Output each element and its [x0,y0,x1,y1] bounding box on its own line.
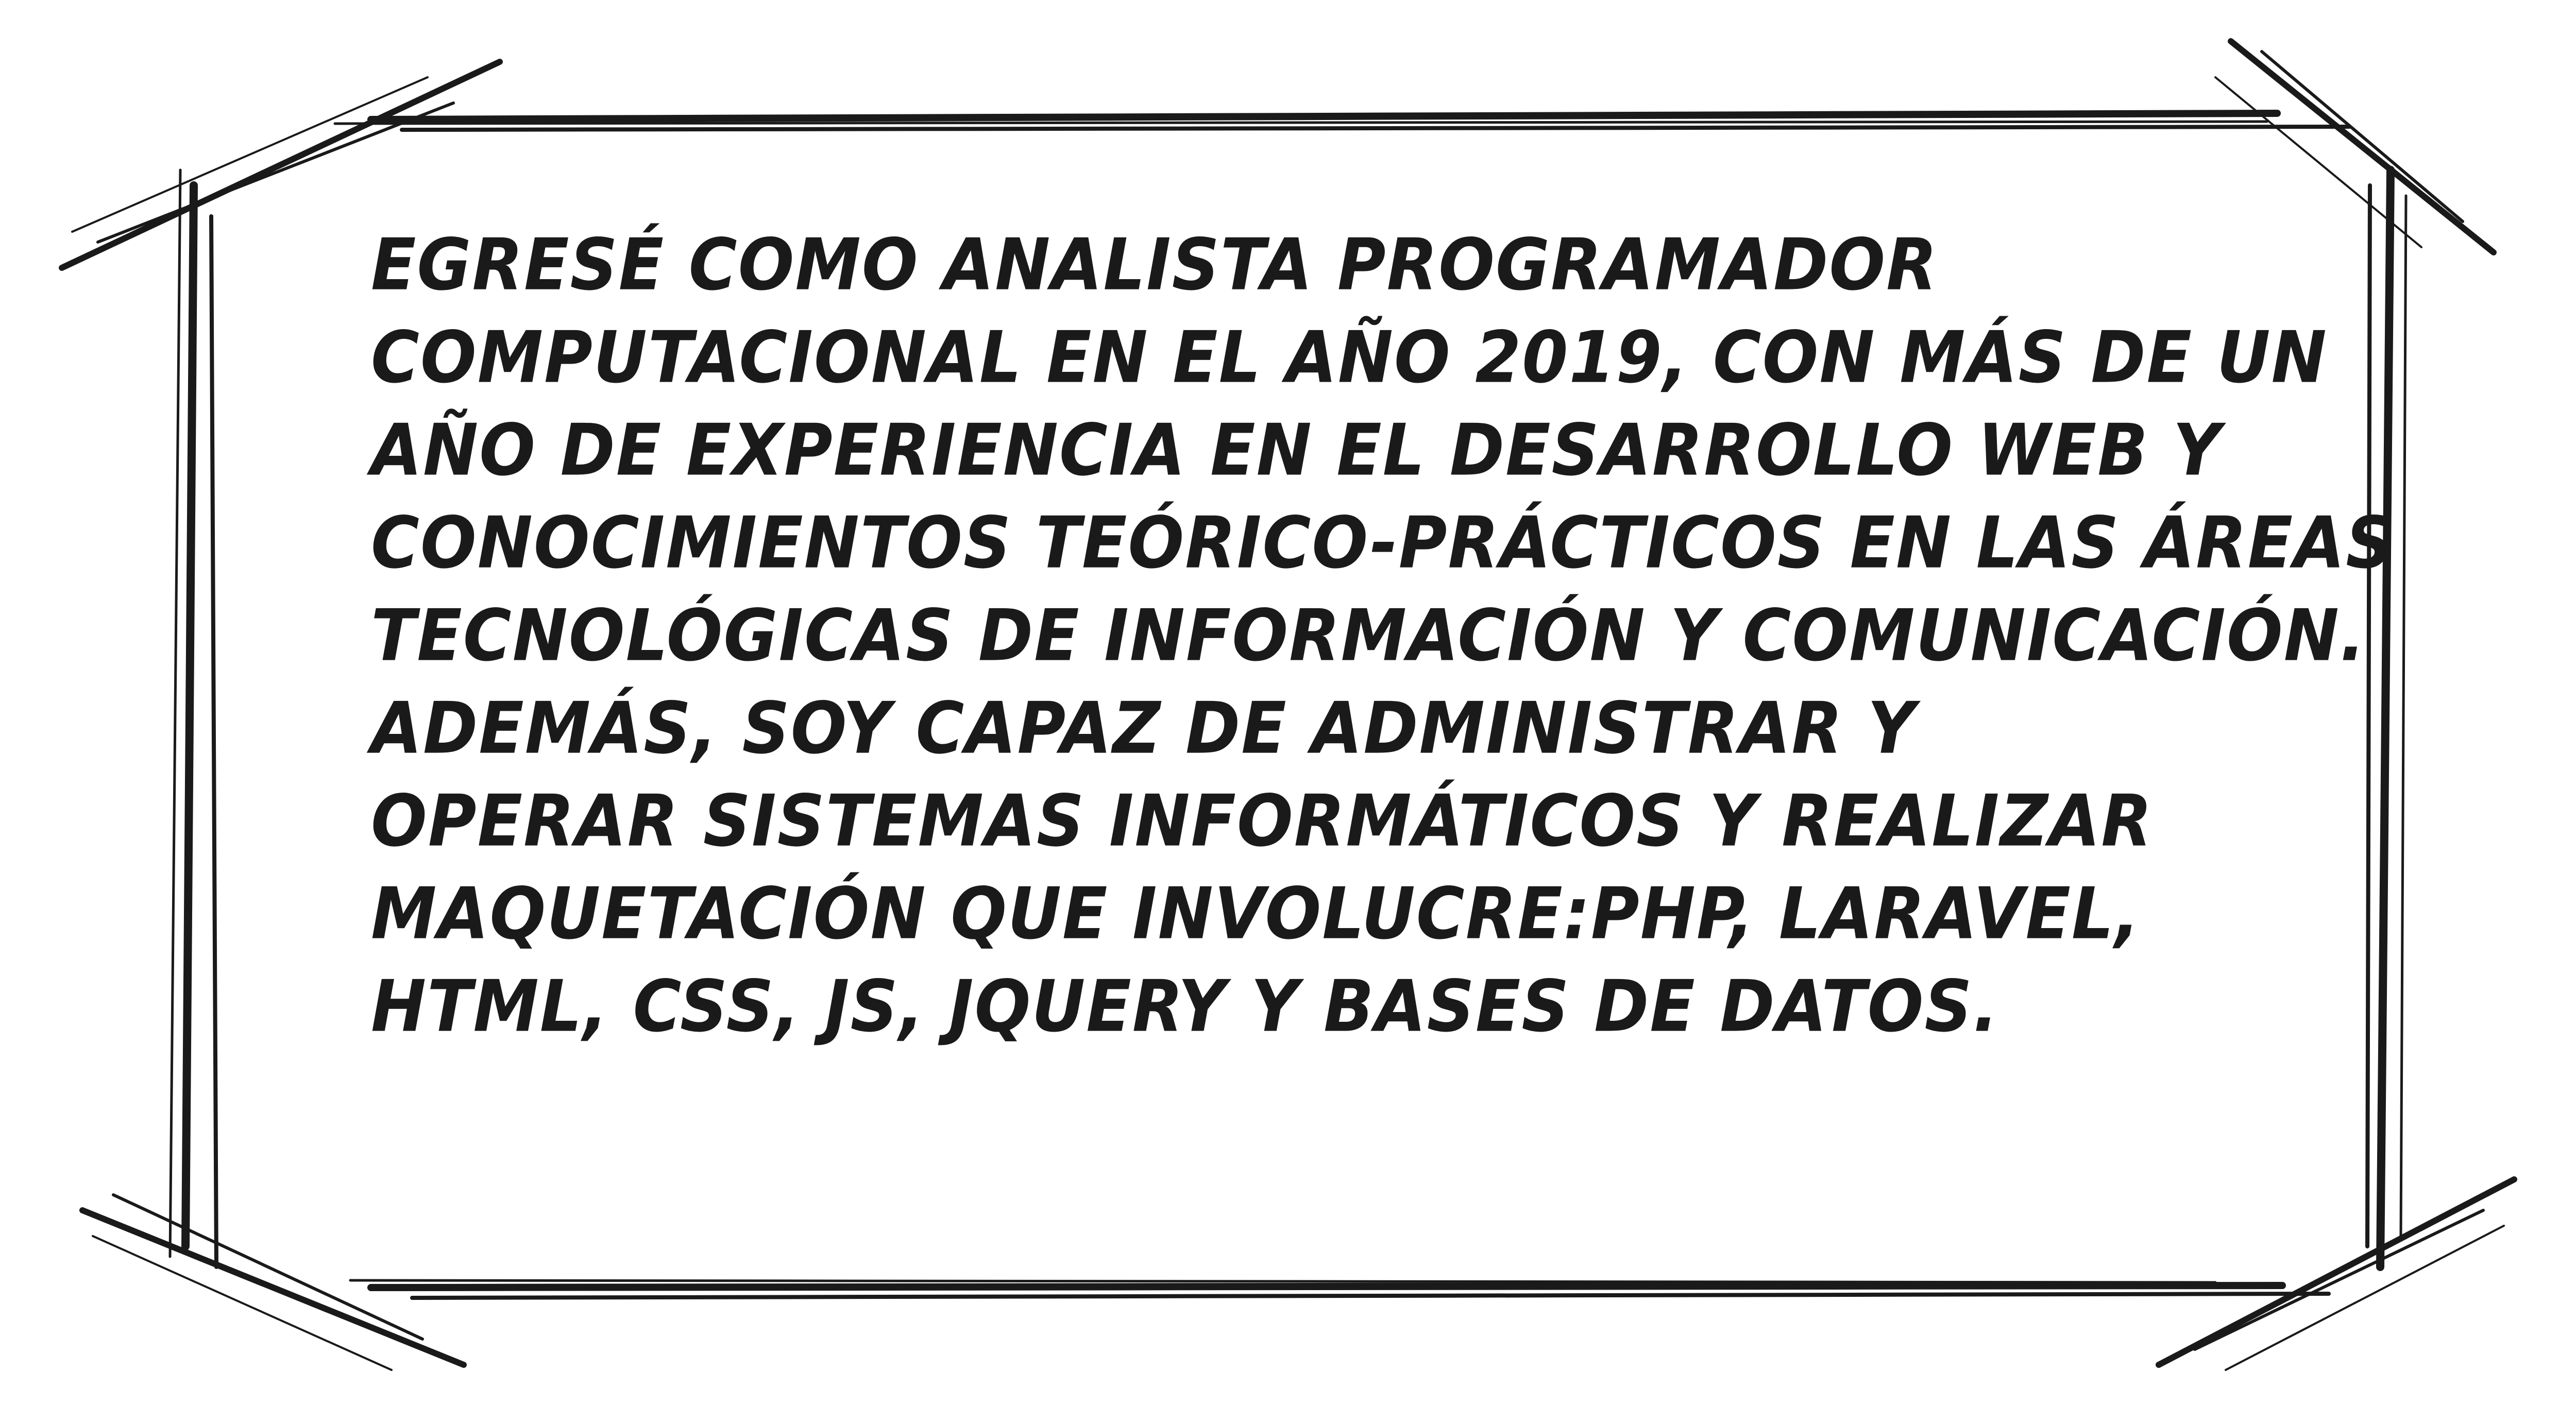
bio-line: COMPUTACIONAL EN EL AÑO 2019, CON MÁS DE UN [371,316,2328,400]
top-border-stroke [371,113,2277,119]
corner-stroke-bottom-right [2159,1179,2514,1365]
corner-stroke-top-left [72,77,428,232]
right-border-stroke [2401,196,2406,1236]
left-border-stroke [211,216,216,1267]
left-border-stroke [170,170,180,1257]
bio-line: TECNOLÓGICAS DE INFORMACIÓN Y COMUNICACIÓN. [371,594,2366,678]
bio-line: AÑO DE EXPERIENCIA EN EL DESARROLLO WEB Y [371,409,2222,492]
bottom-border-stroke [350,1280,2215,1282]
right-border-stroke [2380,170,2391,1267]
top-border-stroke [402,127,2349,130]
bio-line: EGRESÉ COMO ANALISTA PROGRAMADOR [371,224,1938,307]
bio-line: HTML, CSS, JS, JQUERY Y BASES DE DATOS. [371,965,1999,1049]
bottom-border-stroke [371,1285,2282,1288]
bio-text-block [371,215,2395,1050]
corner-stroke-bottom-right [2226,1226,2504,1370]
corner-stroke-top-right [2262,52,2463,221]
bio-line: OPERAR SISTEMAS INFORMÁTICOS Y REALIZAR [371,780,2153,863]
bio-line: ADEMÁS, SOY CAPAZ DE ADMINISTRAR Y [371,687,1917,770]
bio-line: CONOCIMIENTOS TEÓRICO-PRÁCTICOS EN LAS ÁREAS [371,502,2395,585]
corner-stroke-bottom-right [2195,1210,2483,1349]
bottom-border-stroke [412,1294,2329,1298]
left-border-stroke [185,185,194,1246]
bio-line: MAQUETACIÓN QUE INVOLUCRE:PHP, LARAVEL, [371,872,2141,956]
